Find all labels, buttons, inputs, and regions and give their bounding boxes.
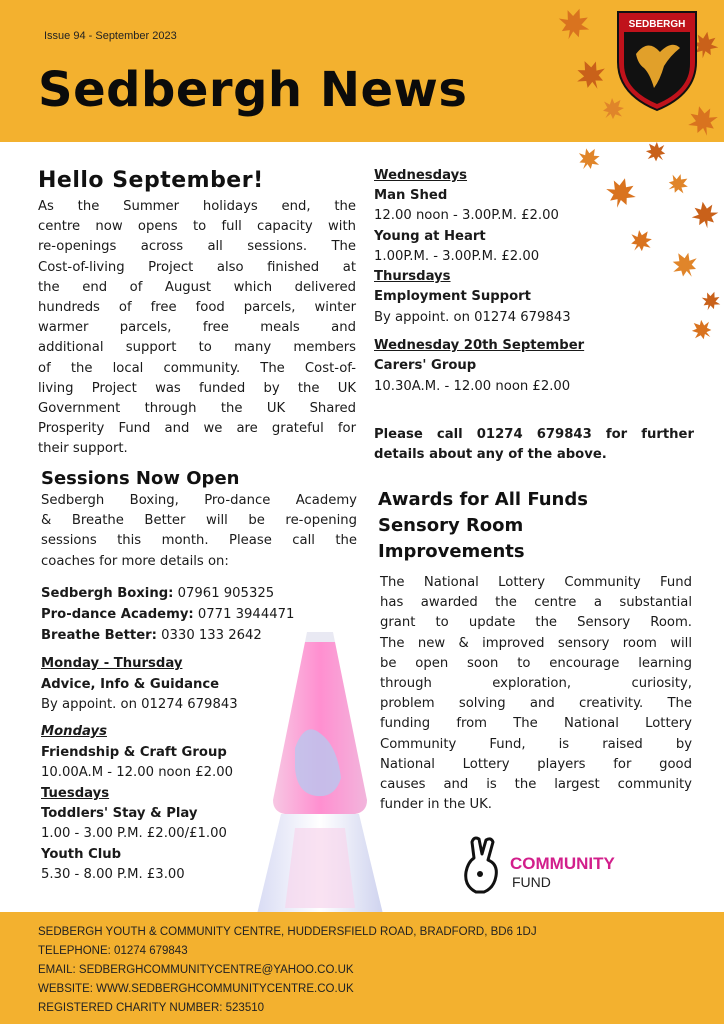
intro-paragraph-line: Government through the UK Shared [38,401,356,416]
maple-leaf-icon [670,250,700,280]
young-at-heart-session: Young at Heart [374,229,486,244]
sessions-paragraph-line: sessions this month. Please call the [41,533,357,549]
young-at-heart-detail: 1.00P.M. - 3.00P.M. £2.00 [374,249,540,264]
youth-club-detail: 5.30 - 8.00 P.M. £3.00 [41,867,185,882]
intro-paragraph-line: warmer parcels, free meals and [38,320,356,336]
sedbergh-crest-logo [614,8,700,112]
community-fund-label: COMMUNITY [510,854,615,873]
carers-group-detail: 10.30A.M. - 12.00 noon £2.00 [374,379,571,394]
advice-detail: By appoint. on 01274 679843 [41,697,238,712]
youth-club-session: Youth Club [41,847,122,862]
sessions-paragraph-line: & Breathe Better will be re-opening [41,513,357,529]
coach-phone: 0330 133 2642 [156,628,262,643]
coach-name: Pro-dance Academy: [41,607,194,622]
call-note-line-2: details about any of the above. [374,447,607,462]
intro-paragraph-line: hundreds of free food parcels, winter [38,300,356,315]
carers-group-session: Carers' Group [374,358,477,373]
coach-contact-row [41,585,274,602]
community-fund-logo [458,832,648,898]
maple-leaf-icon [628,228,654,254]
coach-name: Sedbergh Boxing: [41,586,174,601]
intro-paragraph-line: centre now opens to full capacity with [38,219,356,235]
awards-paragraph-line: has awarded the centre a substantial [380,595,692,611]
maple-leaf-icon [690,200,720,230]
awards-paragraph-line: through exploration, curiosity, [380,676,692,691]
intro-paragraph-line: living Project was funded by the UK [38,380,356,396]
awards-paragraph-line: grant to update the Sensory Room. [380,615,692,631]
intro-paragraph-line: the end of August which delivered [38,279,356,295]
tuesdays-heading: Tuesdays [41,786,110,801]
crossed-fingers-icon [458,836,506,894]
intro-paragraph-line: of the local community. The Cost-of- [38,360,356,376]
man-shed-detail: 12.00 noon - 3.00P.M. £2.00 [374,208,559,223]
thursdays-heading: Thursdays [374,269,451,284]
footer-website: WEBSITE: WWW.SEDBERGHCOMMUNITYCENTRE.CO.UK [38,983,354,995]
coach-name: Breathe Better: [41,628,157,643]
awards-heading-line-1: Awards for All Funds [378,489,588,510]
sessions-paragraph-line: coaches for more details on: [41,553,229,569]
intro-paragraph-line: their support. [38,441,128,457]
lava-lamp-illustration [255,628,385,916]
monday-thursday-heading: Monday - Thursday [41,656,183,671]
awards-heading-line-2: Sensory Room [378,515,524,536]
awards-heading-line-3: Improvements [378,541,525,562]
maple-leaf-icon [576,146,602,172]
call-note-line-1: Please call 01274 679843 for further [374,427,694,442]
fund-label: FUND [512,874,551,890]
hello-september-heading: Hello September! [38,168,264,193]
coach-contact-row [41,606,294,623]
awards-paragraph-line: National Lottery players for good [380,756,692,772]
wednesday-20th-heading: Wednesday 20th September [374,338,585,353]
mondays-heading: Mondays [41,724,107,739]
friendship-session: Friendship & Craft Group [41,745,227,760]
awards-paragraph-line: Community Fund, is raised by [380,736,692,752]
crest-label: SEDBERGH [628,19,686,30]
footer-contact-banner [0,912,724,1024]
awards-paragraph-line: causes and is the largest community [380,777,692,792]
intro-paragraph-line: Cost-of-living Project also finished at [38,259,356,275]
maple-leaf-icon [666,172,690,196]
newsletter-title: Sedbergh News [38,62,468,118]
intro-paragraph-line: As the Summer holidays end, the [38,199,356,214]
man-shed-session: Man Shed [374,188,448,203]
footer-email: EMAIL: SEDBERGHCOMMUNITYCENTRE@YAHOO.CO.UK [38,964,354,976]
sessions-paragraph-line: Sedbergh Boxing, Pro-dance Academy [41,493,357,508]
maple-leaf-icon [690,318,714,342]
awards-paragraph-line: funder in the UK. [380,797,492,813]
advice-session: Advice, Info & Guidance [41,677,220,692]
employment-support-session: Employment Support [374,289,531,304]
toddlers-session: Toddlers' Stay & Play [41,806,198,821]
intro-paragraph-line: Prosperity Fund and we are grateful for [38,421,356,437]
maple-leaf-icon [604,176,638,210]
coach-phone: 07961 905325 [173,586,275,601]
maple-leaf-icon [574,58,608,92]
intro-paragraph-line: re-openings across all sessions. The [38,239,356,255]
employment-support-detail: By appoint. on 01274 679843 [374,310,571,325]
sessions-heading: Sessions Now Open [41,468,240,489]
intro-paragraph-line: additional support to many members [38,340,356,356]
awards-paragraph-line: funding from The National Lottery [380,716,692,732]
friendship-detail: 10.00A.M - 12.00 noon £2.00 [41,765,233,780]
maple-leaf-icon [644,140,668,164]
awards-paragraph-line: The National Lottery Community Fund [380,575,692,590]
coach-phone: 0771 3944471 [193,607,295,622]
maple-leaf-icon [556,6,592,42]
toddlers-detail: 1.00 - 3.00 P.M. £2.00/£1.00 [41,826,227,841]
awards-paragraph-line: be open soon to encourage learning [380,655,692,671]
maple-leaf-icon [700,290,722,312]
footer-telephone: TELEPHONE: 01274 679843 [38,945,188,957]
awards-paragraph-line: problem solving and creativity. The [380,696,692,712]
awards-paragraph-line: The new & improved sensory room will [380,635,692,651]
issue-label: Issue 94 - September 2023 [44,30,177,42]
coach-contact-row [41,627,262,644]
footer-charity-number: REGISTERED CHARITY NUMBER: 523510 [38,1002,265,1014]
wednesdays-heading: Wednesdays [374,168,468,183]
footer-address: SEDBERGH YOUTH & COMMUNITY CENTRE, HUDDERSFIELD ROAD, BRADFORD, BD6 1DJ [38,926,537,938]
